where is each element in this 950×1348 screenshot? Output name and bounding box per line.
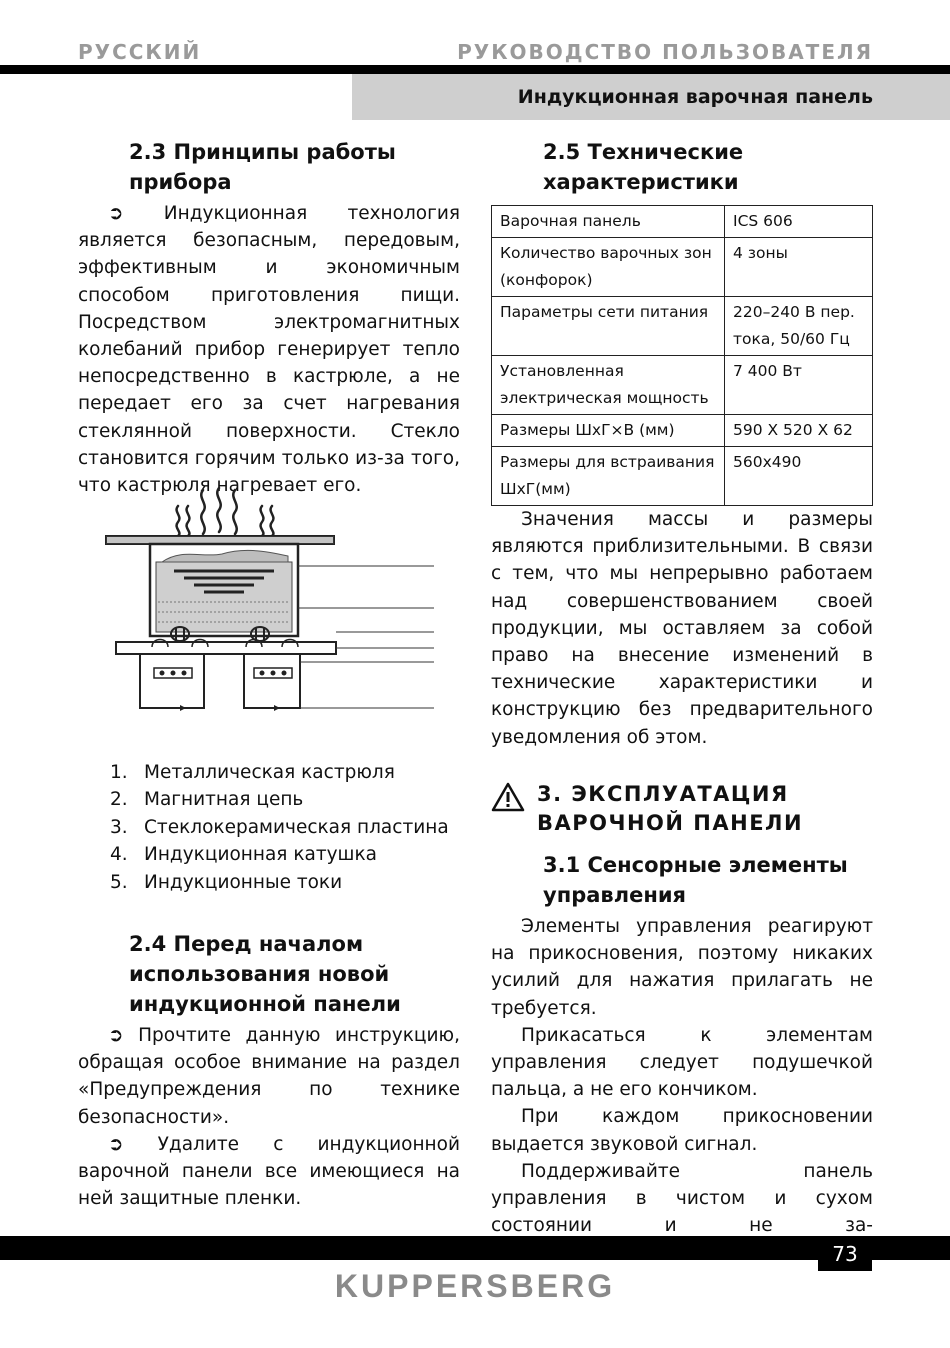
warning-icon [491, 782, 525, 812]
footer-bar [0, 1236, 950, 1260]
brand-logo: KUPPERSBERG [334, 1268, 616, 1304]
section-2-5-title: 2.5 Технические характеристики [543, 140, 744, 194]
page-number: 73 [818, 1239, 872, 1271]
section-3-1-p4: Поддерживайте панель управления в чистом и сухом состоянии и не за- [491, 1160, 873, 1237]
heat-waves-icon [177, 488, 274, 536]
section-3-title: 3. ЭКСПЛУАТАЦИЯ ВАРОЧНОЙ ПАНЕЛИ [537, 782, 804, 835]
section-2-4 [78, 929, 460, 1212]
section-3-1-p1: Элементы управления реагируют на прикосновения, поэтому никаких усилий для нажатия прилагать не требуется. [491, 916, 873, 1019]
table-row: Варочная панель ICS 606 [492, 206, 873, 238]
section-3-1-p3: При каждом прикосновении выдается звуковой сигнал. [491, 1106, 873, 1155]
table-row: Количество варочных зон (конфорок) 4 зоны [492, 238, 873, 297]
section-3-1-p2: Прикасаться к элементам управления следует подушечкой пальца, а не его кончиком. [491, 1024, 873, 1101]
diagram-legend [110, 759, 470, 896]
list-item: 5. Индукционные токи [110, 871, 343, 893]
pot-icon [106, 536, 334, 636]
table-row: Установленная электрическая мощность 7 400 Вт [492, 356, 873, 415]
control-box-icon [140, 654, 300, 711]
left-column [78, 137, 460, 499]
header-subtitle: Индукционная варочная панель [517, 86, 873, 108]
section-2-5 [491, 137, 873, 751]
header-manual-title: РУКОВОДСТВО ПОЛЬЗОВАТЕЛЯ [457, 40, 873, 64]
section-2-4-bullet-1: ➲ Прочтите данную инструкцию, обращая особое внимание на раздел «Предупреждения по технике безопасности». [78, 1025, 460, 1128]
induction-diagram [100, 482, 440, 717]
glass-plate-icon [116, 642, 336, 654]
table-row: Параметры сети питания 220–240 В пер. тока, 50/60 Гц [492, 297, 873, 356]
list-item: 2. Магнитная цепь [110, 789, 304, 811]
list-item: 3. Стеклокерамическая пластина [110, 816, 449, 838]
section-3-1-title: 3.1 Сенсорные элементы управления [543, 853, 848, 907]
section-2-4-title: 2.4 Перед началом использования новой индукционной панели [129, 932, 401, 1016]
list-item: 1. Металлическая кастрюля [110, 762, 395, 783]
leader-lines [298, 566, 434, 708]
list-item: 4. Индукционная катушка [110, 844, 377, 866]
header-rule [0, 65, 950, 74]
section-2-3-title: 2.3 Принципы работы прибора [129, 140, 396, 194]
arrow-bullet-icon: ➲ [108, 203, 124, 224]
spec-note: Значения массы и размеры являются приблизительными. В связи с тем, что мы непрерывно работаем над совершенствованием своей продукции, мы оставляем за собой право на внесение изменений в технические характеристики и конструкцию без предварительного уведомления об этом. [491, 509, 873, 748]
table-row: Размеры ШхГ×В (мм) 590 X 520 X 62 [492, 415, 873, 447]
arrow-bullet-icon: ➲ [108, 1133, 124, 1155]
spec-table [491, 205, 873, 506]
section-2-3-text: ➲ Индукционная технология является безопасным, передовым, эффективным и экономичным способом приготовления пищи. Посредством электромагнитных колебаний прибор генерирует тепло непосредственно в кастрюле, а не передает его за счет нагревания стеклянной поверхности. Стекло становится горячим только из-за того, что кастрюля нагревает его. [78, 203, 460, 497]
header-language: РУССКИЙ [78, 40, 202, 64]
table-row: Размеры для встраивания ШхГ(мм) 560х490 [492, 447, 873, 506]
section-2-4-bullet-2: ➲ Удалите с индукционной варочной панели все имеющиеся на ней защитные пленки. [78, 1133, 460, 1210]
section-3 [491, 780, 873, 1239]
arrow-bullet-icon: ➲ [108, 1025, 124, 1046]
